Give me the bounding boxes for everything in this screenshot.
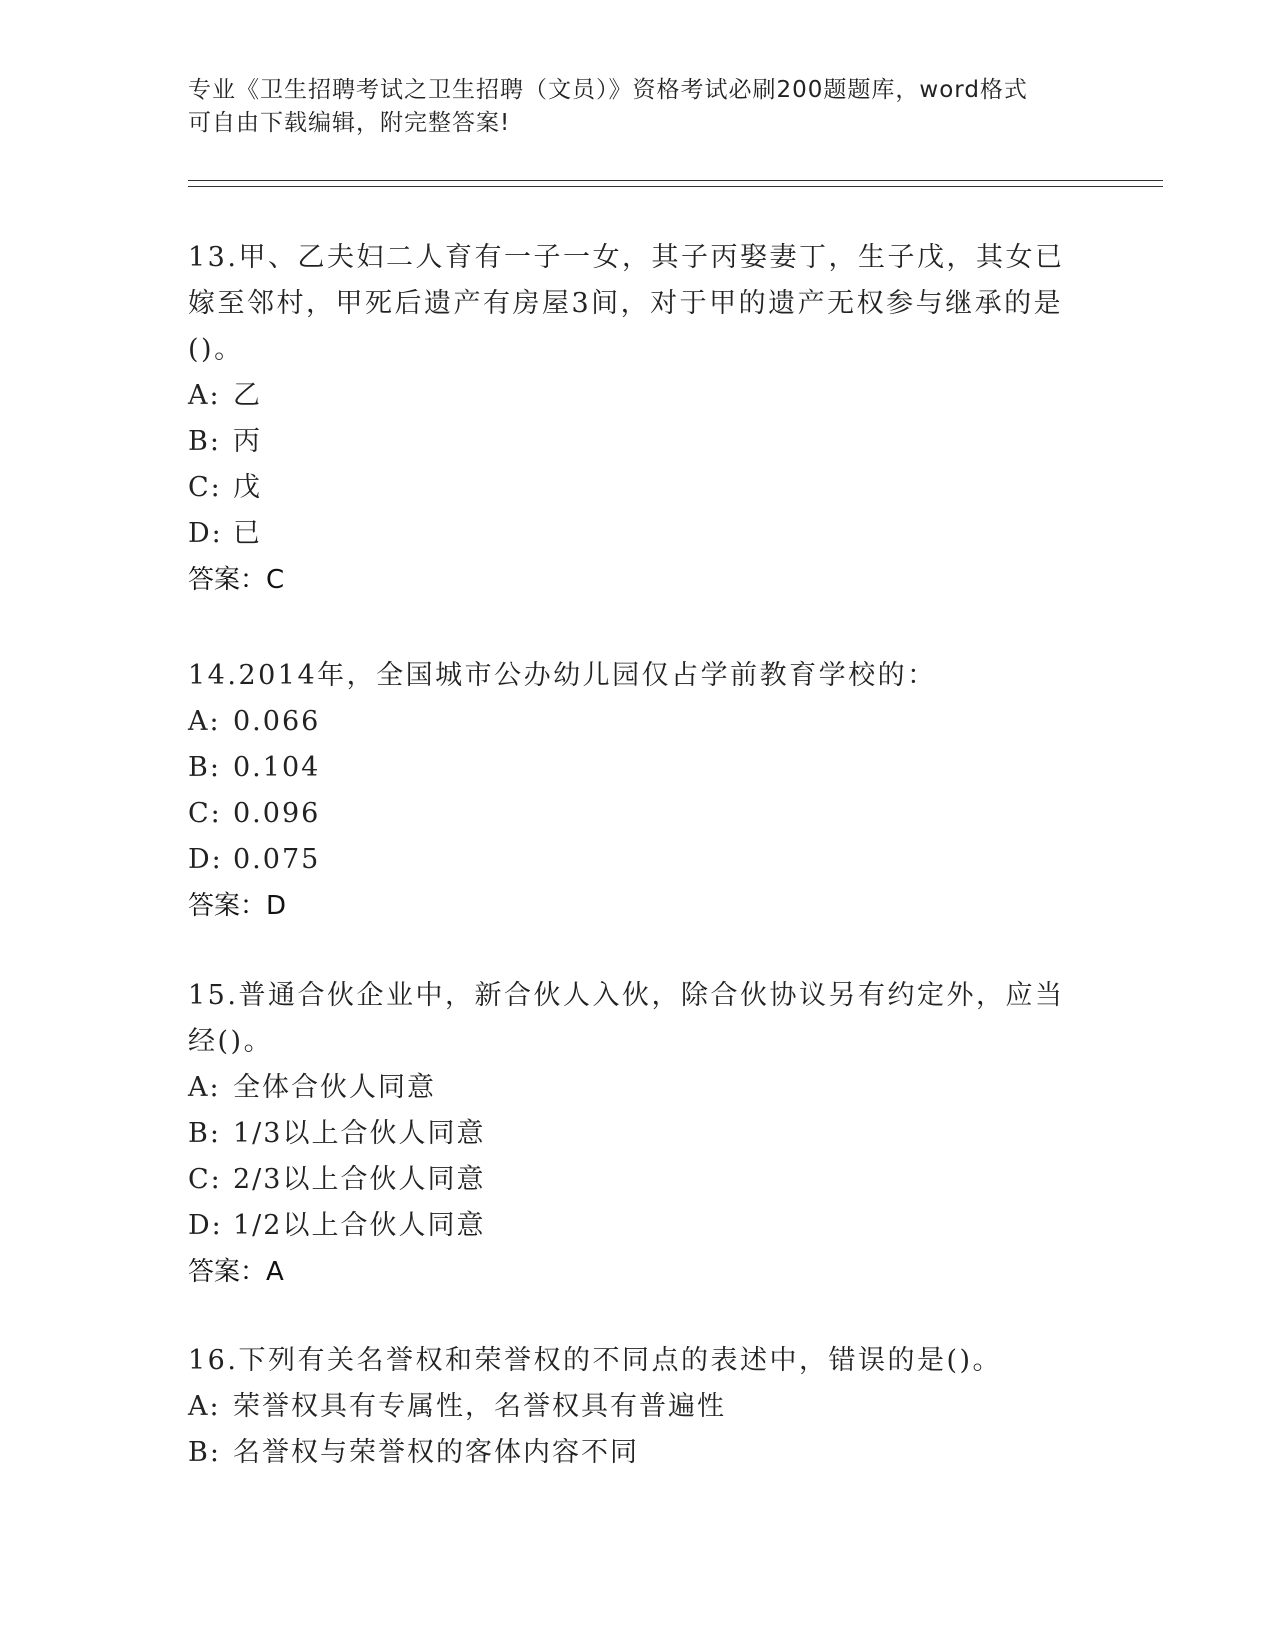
option-text: 全体合伙人同意 <box>233 1072 436 1103</box>
option-letter: A: <box>188 1391 221 1422</box>
header-line-2: 可自由下载编辑，附完整答案! <box>188 110 511 136</box>
option-letter: A: <box>188 380 221 411</box>
option-a <box>188 1384 1088 1430</box>
question-13 <box>188 235 1088 603</box>
option-c <box>188 1157 1088 1203</box>
option-d <box>188 1203 1088 1249</box>
option-text: 2/3以上合伙人同意 <box>233 1164 486 1195</box>
answer-line: 答案：A <box>188 1257 284 1287</box>
option-text: 1/3以上合伙人同意 <box>233 1118 486 1149</box>
option-letter: A: <box>188 706 221 737</box>
option-a <box>188 373 1088 419</box>
option-letter: D: <box>188 1210 223 1241</box>
option-a <box>188 699 1088 745</box>
option-text: 戊 <box>233 472 262 503</box>
option-text: 名誉权与荣誉权的客体内容不同 <box>233 1437 639 1468</box>
option-letter: B: <box>188 752 221 783</box>
option-letter: D: <box>188 844 223 875</box>
question-stem: 16.下列有关名誉权和荣誉权的不同点的表述中，错误的是()。 <box>188 1345 1003 1376</box>
option-letter: B: <box>188 1118 221 1149</box>
answer-line: 答案：C <box>188 565 285 595</box>
question-14 <box>188 653 1088 929</box>
option-letter: D: <box>188 518 223 549</box>
option-text: 乙 <box>233 380 262 411</box>
option-a <box>188 1065 1088 1111</box>
option-b <box>188 745 1088 791</box>
option-letter: C: <box>188 1164 222 1195</box>
answer-line: 答案：D <box>188 891 287 921</box>
option-letter: A: <box>188 1072 221 1103</box>
option-text: 0.096 <box>233 798 321 829</box>
header-divider-top <box>188 180 1163 181</box>
header-line-1: 专业《卫生招聘考试之卫生招聘（文员）》资格考试必刷200题题库，word格式 <box>188 77 1028 103</box>
question-16 <box>188 1338 1088 1476</box>
option-d <box>188 837 1088 883</box>
option-letter: C: <box>188 472 222 503</box>
option-text: 1/2以上合伙人同意 <box>233 1210 486 1241</box>
option-text: 0.075 <box>233 844 321 875</box>
option-b <box>188 1111 1088 1157</box>
option-text: 0.104 <box>233 752 321 783</box>
question-15 <box>188 973 1088 1295</box>
option-c <box>188 791 1088 837</box>
option-b <box>188 419 1088 465</box>
question-stem: 13.甲、乙夫妇二人育有一子一女，其子丙娶妻丁，生子戊，其女已嫁至邻村，甲死后遗产有房屋3间，对于甲的遗产无权参与继承的是()。 <box>188 242 1065 365</box>
document-header <box>188 74 1088 140</box>
option-text: 荣誉权具有专属性，名誉权具有普遍性 <box>233 1391 726 1422</box>
option-letter: C: <box>188 798 222 829</box>
option-d <box>188 511 1088 557</box>
question-stem: 14.2014年，全国城市公办幼儿园仅占学前教育学校的： <box>188 660 937 691</box>
option-text: 丙 <box>233 426 262 457</box>
option-text: 0.066 <box>233 706 321 737</box>
option-letter: B: <box>188 426 221 457</box>
option-text: 已 <box>233 518 262 549</box>
option-b <box>188 1430 1088 1476</box>
question-stem: 15.普通合伙企业中，新合伙人入伙，除合伙协议另有约定外，应当经()。 <box>188 980 1065 1057</box>
option-letter: B: <box>188 1437 221 1468</box>
option-c <box>188 465 1088 511</box>
header-divider-bottom <box>188 186 1163 187</box>
